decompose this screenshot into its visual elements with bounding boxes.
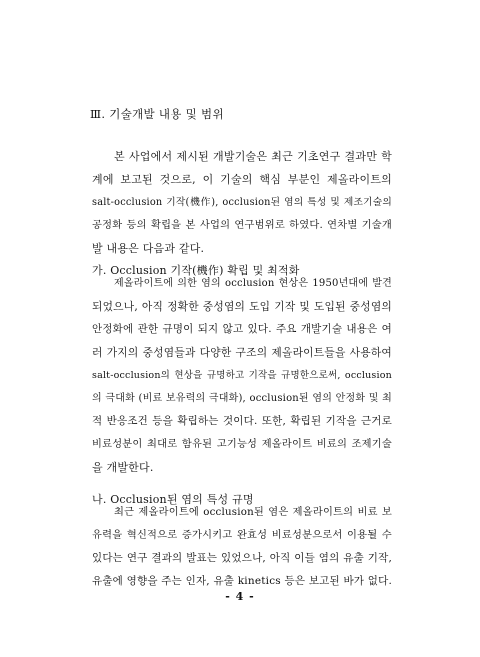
subsection-b-heading: 나. Occlusion된 염의 특성 규명 xyxy=(92,493,254,506)
paragraph-line: salt-occlusion 기작(機作), occlusion된 염의 특성 및 제조기술의 xyxy=(92,197,392,208)
paragraph-line: 러 가지의 중성염들과 다양한 구조의 제올라이트들을 사용하여 xyxy=(92,346,392,359)
subsection-b-paragraph xyxy=(92,501,392,593)
paragraph-line: 유력을 혁신적으로 증가시키고 완효성 비료성분으로서 이용될 수 xyxy=(92,529,392,541)
paragraph-line: 적 반응조건 등을 확립하는 것이다. 또한, 확립된 기작을 근거로 xyxy=(92,415,392,427)
paragraph-line: 공정화 등의 확립을 본 사업의 연구범위로 하였다. 연차별 기술개 xyxy=(92,219,392,231)
paragraph-line: 계에 보고된 것으로, 이 기술의 핵심 부분인 제올라이트의 xyxy=(92,173,392,186)
paragraph-line: salt-occlusion의 현상을 규명하고 기작을 규명한으로써, occlusion xyxy=(92,370,392,381)
paragraph-line: 발 내용은 다음과 같다. xyxy=(92,242,205,255)
paragraph-line: 있다는 연구 결과의 발표는 있었으나, 아직 이들 염의 유출 기작, xyxy=(92,552,392,564)
intro-paragraph xyxy=(92,145,392,260)
paragraph-line: 본 사업에서 제시된 개발기술은 최근 기초연구 결과만 학 xyxy=(114,150,392,163)
paragraph-line: 되었으나, 아직 정확한 중성염의 도입 기작 및 도입된 중성염의 xyxy=(92,300,392,313)
page-number: - 4 - xyxy=(225,590,255,603)
paragraph-line: 의 극대화 (비료 보유력의 극대화), occlusion된 염의 안정화 및 최 xyxy=(92,393,392,404)
paragraph-line: 을 개발한다. xyxy=(92,461,154,474)
paragraph-line: 최근 제올라이트에 occlusion된 염은 제올라이트의 비료 보 xyxy=(114,506,392,518)
paragraph-line: 제올라이트에 의한 염의 occlusion 현상은 1950년대에 발견 xyxy=(114,278,392,289)
section-heading: Ⅲ. 기술개발 내용 및 범위 xyxy=(90,107,224,121)
paragraph-line: 유출에 영향을 주는 인자, 유출 kinetics 등은 보고된 바가 없다. xyxy=(92,575,392,587)
paragraph-line: 비료성분이 최대로 함유된 고기능성 제올라이트 비료의 조제기술 xyxy=(92,438,392,450)
subsection-a-paragraph xyxy=(92,272,392,479)
subsection-a-heading: 가. Occlusion 기작(機作) 확립 및 최적화 xyxy=(92,264,300,277)
paragraph-line: 안정화에 관한 규명이 되지 않고 있다. 주요 개발기술 내용은 여 xyxy=(92,323,392,335)
